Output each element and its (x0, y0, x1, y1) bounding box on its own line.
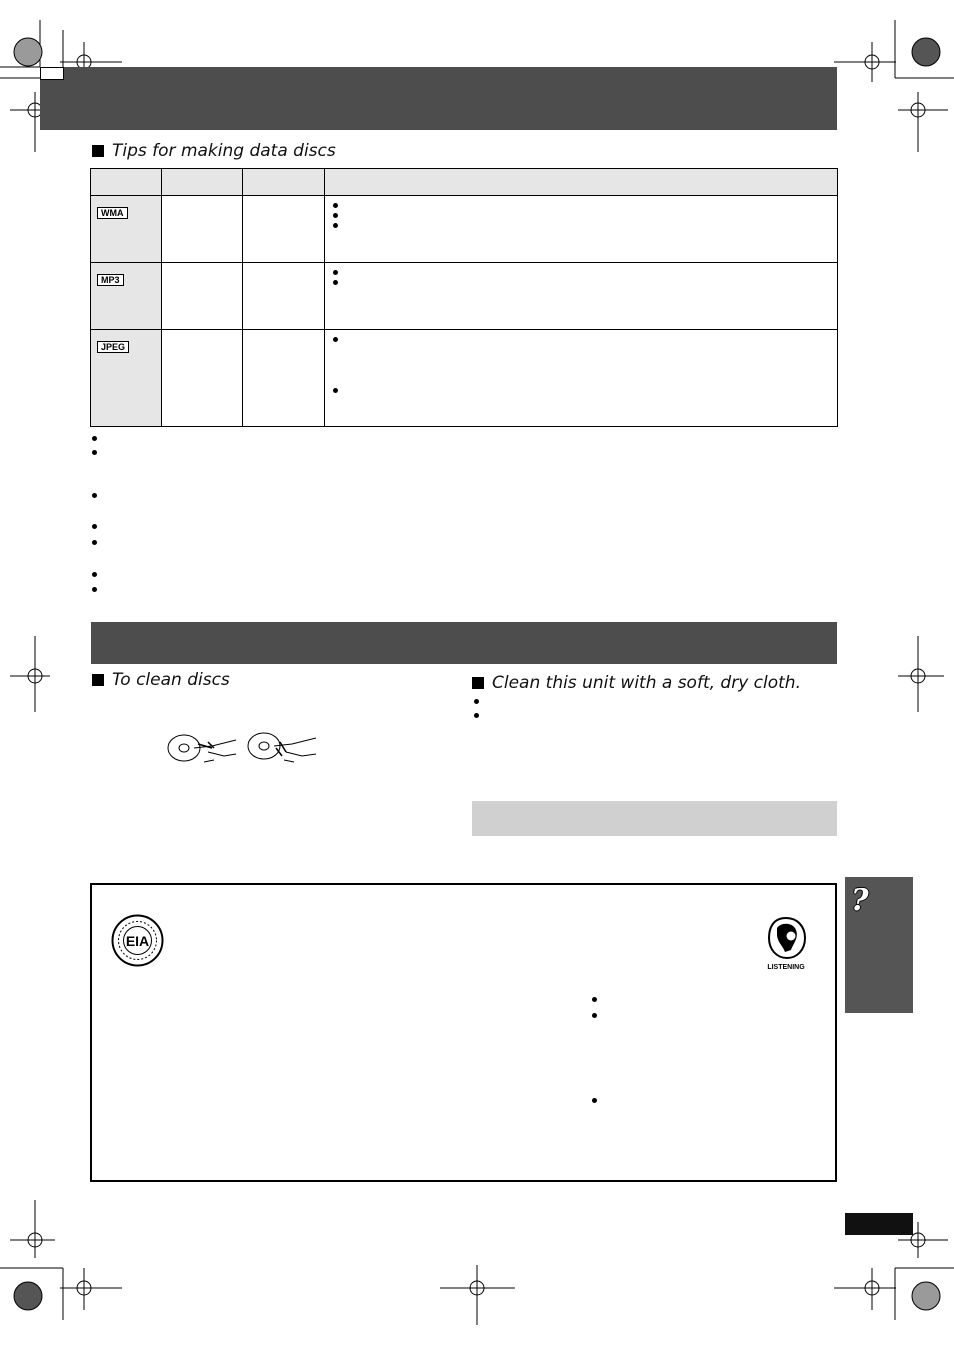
mp3-badge: MP3 (97, 274, 124, 286)
square-bullet-icon (92, 145, 104, 157)
table-header-cell (162, 169, 243, 196)
wma-badge: WMA (97, 207, 128, 219)
disc-cleaning-illustration (164, 726, 324, 766)
bullet-icon (474, 699, 479, 704)
tips-section-title (92, 141, 336, 161)
table-cell (325, 263, 838, 330)
bullet-icon (474, 713, 479, 718)
listening-foundation-logo (763, 914, 810, 974)
bullet-icon (92, 524, 97, 529)
bullet-icon (333, 280, 338, 285)
header-corner-tab (40, 67, 64, 80)
eia-seal-logo (111, 914, 164, 967)
bullet-icon (92, 436, 97, 441)
question-mark-icon: ? (851, 883, 869, 918)
table-header-row (91, 169, 838, 196)
svg-text:LISTENING: LISTENING (767, 964, 805, 971)
bullet-icon (592, 1098, 597, 1103)
table-cell (162, 330, 243, 427)
table-row-wma (91, 196, 838, 263)
table-header-cell (325, 169, 838, 196)
clean-unit-title-text: Clean this unit with a soft, dry cloth. (492, 673, 801, 693)
table-row-mp3 (91, 263, 838, 330)
maintenance-header-bar (91, 622, 837, 664)
table-cell (162, 263, 243, 330)
bullet-icon (333, 337, 338, 342)
troubleshooting-side-tab (845, 877, 913, 1013)
bullet-icon (333, 388, 338, 393)
info-box (90, 883, 837, 1182)
bullet-icon (333, 270, 338, 275)
jpeg-badge: JPEG (97, 341, 129, 353)
table-cell (243, 330, 325, 427)
svg-text:EIA: EIA (125, 933, 150, 949)
table-cell (325, 330, 838, 427)
bullet-icon (333, 223, 338, 228)
format-label-cell (91, 330, 162, 427)
format-label-cell (91, 263, 162, 330)
table-row-jpeg (91, 330, 838, 427)
bullet-icon (333, 213, 338, 218)
bullet-icon (92, 450, 97, 455)
bullet-icon (92, 572, 97, 577)
clean-discs-title (92, 670, 230, 690)
format-label-cell (91, 196, 162, 263)
clean-unit-title (472, 673, 801, 693)
bullet-icon (333, 203, 338, 208)
table-header-cell (243, 169, 325, 196)
table-header-cell (91, 169, 162, 196)
page-number-tab (845, 1213, 913, 1235)
tips-title-text: Tips for making data discs (112, 141, 336, 161)
tips-table (90, 168, 838, 427)
top-header-bar (40, 67, 837, 130)
bullet-icon (92, 587, 97, 592)
table-cell (243, 196, 325, 263)
table-cell (243, 263, 325, 330)
table-cell (325, 196, 838, 263)
square-bullet-icon (92, 674, 104, 686)
bullet-icon (592, 1013, 597, 1018)
square-bullet-icon (472, 677, 484, 689)
table-cell (162, 196, 243, 263)
bullet-icon (592, 997, 597, 1002)
bullet-icon (92, 540, 97, 545)
clean-discs-title-text: To clean discs (112, 670, 230, 690)
grey-note-box (472, 801, 837, 836)
bullet-icon (92, 493, 97, 498)
